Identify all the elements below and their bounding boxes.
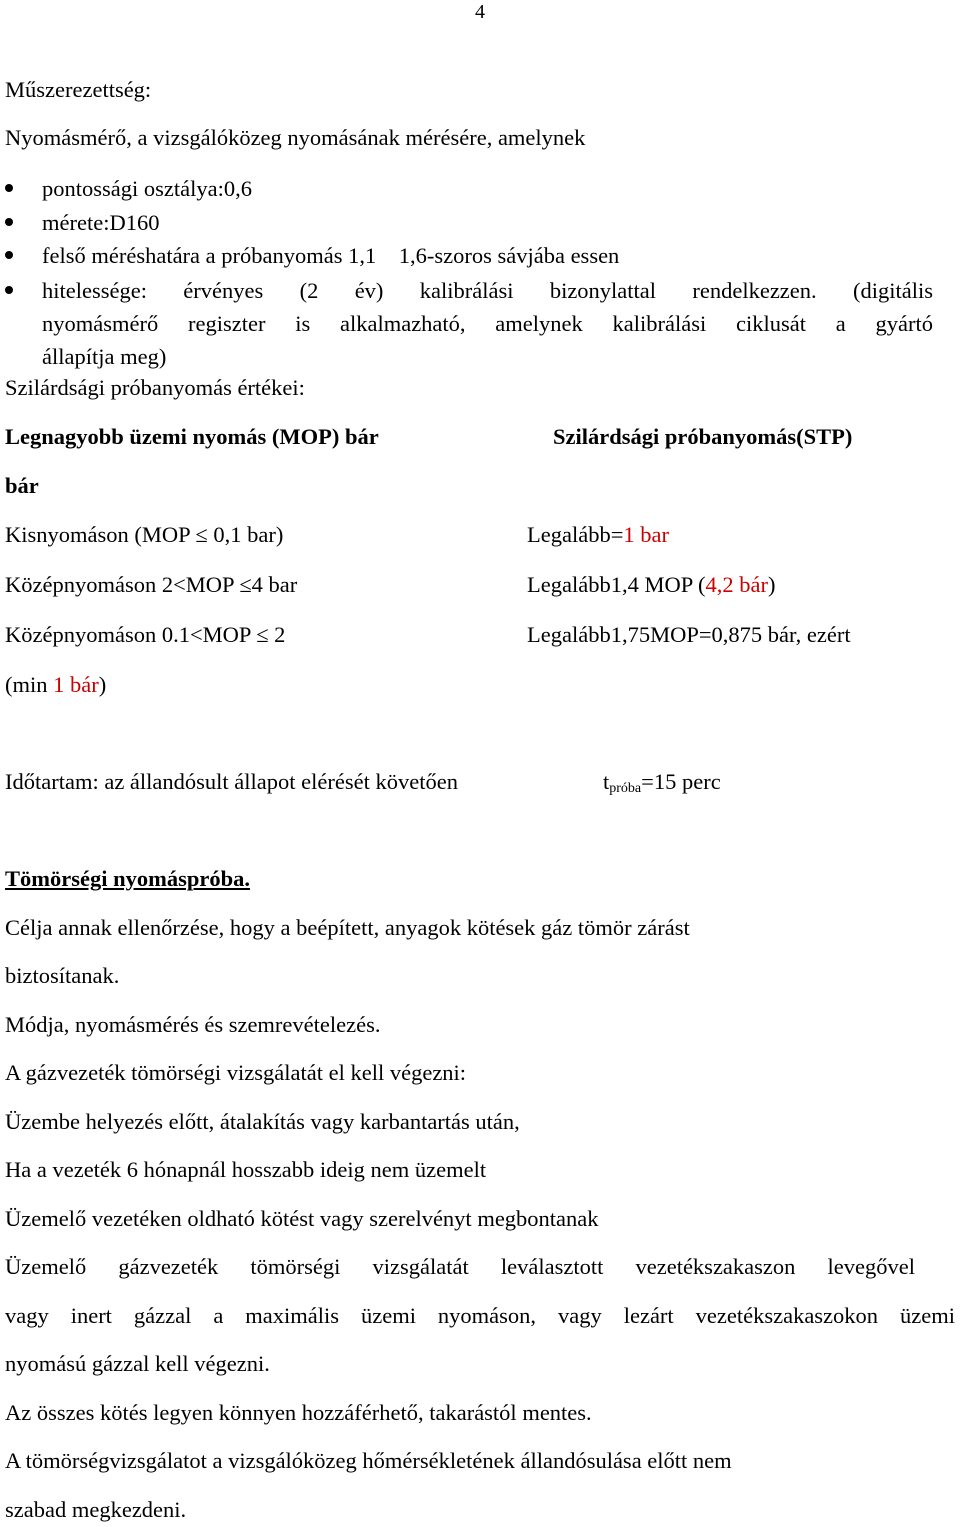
list-item-text: mérete:D160 bbox=[42, 210, 160, 235]
list-item-text-cont: nyomásmérő regiszter is alkalmazható, amelynek kalibrálási ciklusát a gyártó bbox=[42, 311, 933, 336]
paragraph-line: Üzembe helyezés előtt, átalakítás vagy karbantartás után, bbox=[5, 1109, 520, 1134]
row-mid-low-pressure-right: Legalább1,75MOP=0,875 bár, ezért bbox=[527, 622, 851, 647]
bullet-icon bbox=[5, 184, 13, 192]
min-value: (min 1 bár) bbox=[5, 672, 107, 697]
tightness-heading: Tömörségi nyomáspróba. bbox=[5, 866, 251, 891]
list-item-text: hitelessége: érvényes (2 év) kalibrálási bizonylattal rendelkezzen. (digitális bbox=[42, 278, 933, 303]
paragraph-line: biztosítanak. bbox=[5, 963, 120, 988]
list-item-text: felső méréshatára a próbanyomás 1,1 1,6-szoros sávjába essen bbox=[42, 243, 620, 268]
bullet-icon bbox=[5, 251, 13, 259]
list-item-text: pontossági osztálya:0,6 bbox=[42, 176, 252, 201]
col1-header: Legnagyobb üzemi nyomás (MOP) bár bbox=[5, 424, 379, 449]
paragraph-line: Ha a vezeték 6 hónapnál hosszabb ideig nem üzemelt bbox=[5, 1157, 487, 1182]
row-mid-pressure-left: Középnyomáson 2<MOP ≤4 bar bbox=[5, 572, 298, 597]
row-low-pressure-right: Legalább=1 bar bbox=[527, 522, 670, 547]
col2-header: Szilárdsági próbanyomás(STP) bbox=[553, 424, 853, 449]
strength-values-label: Szilárdsági próbanyomás értékei: bbox=[5, 375, 305, 400]
paragraph-line: Üzemelő vezetéken oldható kötést vagy szerelvényt megbontanak bbox=[5, 1206, 599, 1231]
page-number: 4 bbox=[475, 1, 485, 23]
col1-header-cont: bár bbox=[5, 473, 39, 498]
paragraph-line: A gázvezeték tömörségi vizsgálatát el kell végezni: bbox=[5, 1060, 467, 1085]
paragraph-line: A tömörségvizsgálatot a vizsgálóközeg hőmérsékletének állandósulása előtt nem bbox=[5, 1448, 732, 1473]
paragraph-line: vagy inert gázzal a maximális üzemi nyomáson, vagy lezárt vezetékszakaszokon üzemi bbox=[5, 1303, 955, 1328]
duration-label: Időtartam: az állandósult állapot elérését követően bbox=[5, 769, 458, 794]
paragraph-line: Az összes kötés legyen könnyen hozzáférhető, takarástól mentes. bbox=[5, 1400, 592, 1425]
bullet-icon bbox=[5, 218, 13, 226]
paragraph-line: Célja annak ellenőrzése, hogy a beépített, anyagok kötések gáz tömör zárást bbox=[5, 915, 690, 940]
duration-value: $t_{próba}=15$ perc bbox=[603, 769, 721, 796]
paragraph-line: nyomású gázzal kell végezni. bbox=[5, 1351, 270, 1376]
paragraph-line: szabad megkezdeni. bbox=[5, 1497, 187, 1522]
intro-text: Nyomásmérő, a vizsgálóközeg nyomásának mérésére, amelynek bbox=[5, 125, 586, 150]
qualification-heading: Műszerezettség: bbox=[5, 77, 152, 102]
list-item-text-cont: állapítja meg) bbox=[42, 344, 167, 369]
row-mid-low-pressure-left: Középnyomáson 0.1<MOP ≤ 2 bbox=[5, 622, 286, 647]
row-low-pressure-left: Kisnyomáson (MOP ≤ 0,1 bar) bbox=[5, 522, 284, 547]
row-mid-pressure-right: Legalább1,4 MOP (4,2 bár) bbox=[527, 572, 776, 597]
paragraph-line: Módja, nyomásmérés és szemrevételezés. bbox=[5, 1012, 381, 1037]
bullet-icon bbox=[5, 286, 13, 294]
paragraph-line: Üzemelő gázvezeték tömörségi vizsgálatát leválasztott vezetékszakaszon levegővel bbox=[5, 1254, 915, 1279]
